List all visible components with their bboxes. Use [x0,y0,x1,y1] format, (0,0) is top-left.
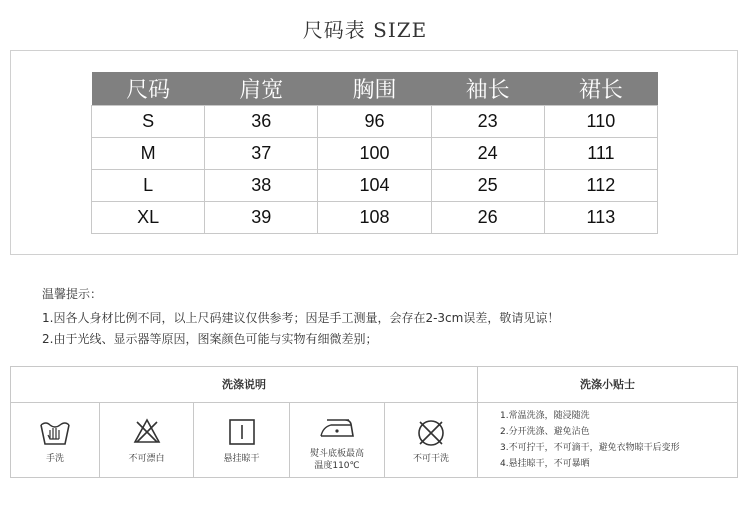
care-label-line: 熨斗底板最高 [309,449,364,459]
page-title: 尺码表 SIZE [302,18,428,42]
care-label: 不可漂白 [128,454,165,464]
tips-title: 温馨提示： [42,287,103,301]
care-tips-list [500,408,680,472]
table-cell: 104 [318,169,431,201]
care-item-no-bleach [100,403,194,477]
table-cell: 113 [544,201,657,233]
table-cell: 39 [205,201,318,233]
care-label [290,448,384,472]
table-row [92,137,658,169]
table-cell: 36 [205,105,318,137]
table-cell: 25 [431,169,544,201]
care-item-iron [290,403,385,477]
care-label-line: 温度110℃ [314,461,360,471]
table-cell: 26 [431,201,544,233]
hand-wash-icon [38,417,72,447]
care-item-hang-dry [194,403,290,477]
care-label: 不可干洗 [412,454,449,464]
table-row [92,201,658,233]
hang-dry-icon [227,417,257,447]
table-cell: 112 [544,169,657,201]
table-cell: 100 [318,137,431,169]
tips-section [42,284,559,350]
table-row [92,105,658,137]
care-item-no-dry-clean [385,403,478,477]
care-item-hand-wash [11,403,100,477]
size-table [91,72,658,234]
header-size: 尺码 [92,72,205,105]
care-header: 洗涤说明 [11,367,478,403]
no-bleach-icon [132,417,162,445]
table-cell: M [92,137,205,169]
table-cell: 111 [544,137,657,169]
table-cell: S [92,105,205,137]
table-cell: XL [92,201,205,233]
care-tip-item: 2.分开洗涤、避免沾色 [500,427,590,437]
size-table-header-row [92,72,658,105]
care-tip-item: 1.常温洗涤，随浸随洗 [500,411,590,421]
care-tips-header: 洗涤小贴士 [478,367,737,403]
table-row [92,169,658,201]
table-cell: 23 [431,105,544,137]
care-tip-item: 3.不可拧干，不可滴干，避免衣物晾干后变形 [500,443,680,453]
header-bust: 胸围 [318,72,431,105]
care-label: 手洗 [45,454,64,464]
tip-line-1: 1.因各人身材比例不同，以上尺码建议仅供参考；因是手工测量，会存在2-3cm误差，敬请见谅！ [42,311,560,325]
table-cell: 108 [318,201,431,233]
table-cell: 24 [431,137,544,169]
care-tip-item: 4.悬挂晾干，不可暴晒 [500,459,590,469]
table-cell: 96 [318,105,431,137]
table-cell: 110 [544,105,657,137]
table-cell: L [92,169,205,201]
header-sleeve: 袖长 [431,72,544,105]
table-cell: 37 [205,137,318,169]
tip-line-2: 2.由于光线、显示器等原因，图案颜色可能与实物有细微差别； [42,332,378,346]
header-skirt-length: 裙长 [544,72,657,105]
iron-icon [319,415,355,439]
no-dry-clean-icon [415,417,447,449]
table-cell: 38 [205,169,318,201]
care-label: 悬挂晾干 [223,454,260,464]
header-shoulder: 肩宽 [205,72,318,105]
